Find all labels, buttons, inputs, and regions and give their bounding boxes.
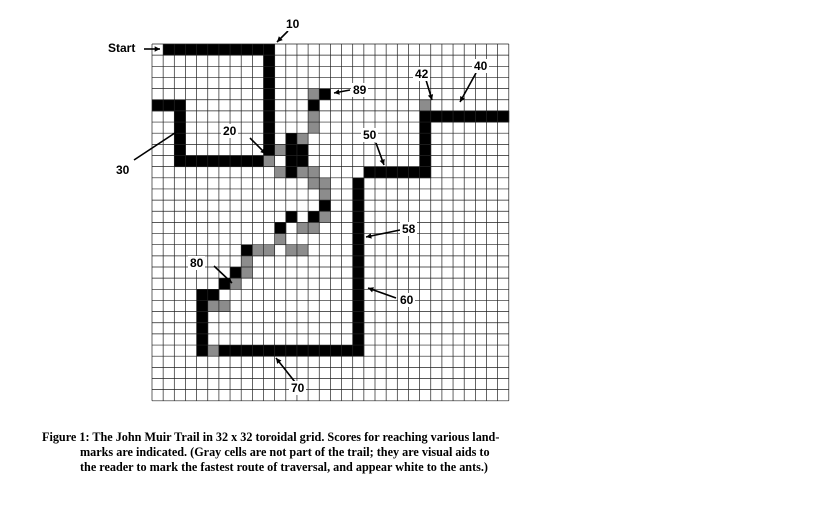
trail-cell bbox=[420, 111, 432, 123]
trail-cell bbox=[197, 156, 209, 168]
landmark-40-label: 40 bbox=[474, 59, 488, 73]
start-label: Start bbox=[108, 41, 136, 55]
gray-guide-cell bbox=[297, 133, 309, 145]
gray-guide-cell bbox=[252, 245, 264, 257]
caption-line-3: the reader to mark the fastest route of traversal, and appear white to the ants.) bbox=[80, 460, 488, 474]
gray-guide-cell bbox=[275, 234, 287, 246]
trail-cell bbox=[197, 312, 209, 324]
trail-cell bbox=[386, 167, 398, 179]
caption-line-1: Figure 1: The John Muir Trail in 32 x 32 toroidal grid. Scores for reaching various land- bbox=[42, 430, 500, 444]
gray-guide-cell bbox=[308, 222, 320, 234]
landmark-58-label: 58 bbox=[402, 222, 416, 236]
trail-cell bbox=[353, 245, 365, 257]
gray-guide-cell bbox=[208, 345, 220, 357]
trail-cell bbox=[264, 111, 276, 123]
trail-cell bbox=[364, 167, 376, 179]
trail-cell bbox=[375, 167, 387, 179]
trail-cell bbox=[286, 167, 298, 179]
trail-cell bbox=[353, 178, 365, 190]
trail-cell bbox=[219, 345, 231, 357]
trail-cell bbox=[197, 289, 209, 301]
trail-cell bbox=[264, 77, 276, 89]
trail-cell bbox=[319, 200, 331, 212]
trail-cell bbox=[241, 345, 253, 357]
trail-cell bbox=[197, 345, 209, 357]
trail-cell bbox=[264, 100, 276, 112]
gray-guide-cell bbox=[308, 178, 320, 190]
gray-guide-cell bbox=[319, 211, 331, 223]
trail-cell bbox=[475, 111, 487, 123]
trail-cell bbox=[252, 156, 264, 168]
landmark-60-label: 60 bbox=[400, 293, 414, 307]
trail-cell bbox=[420, 167, 432, 179]
gray-guide-cell bbox=[208, 300, 220, 312]
trail-cell bbox=[286, 345, 298, 357]
trail-cell bbox=[431, 111, 443, 123]
trail-cell bbox=[208, 44, 220, 56]
gray-guide-cell bbox=[219, 300, 231, 312]
trail-cell bbox=[353, 189, 365, 201]
trail-cell bbox=[197, 44, 209, 56]
trail-cell bbox=[219, 44, 231, 56]
gray-guide-cell bbox=[241, 267, 253, 279]
arrow-89-head bbox=[334, 89, 340, 94]
trail-cell bbox=[353, 256, 365, 268]
trail-cell bbox=[319, 345, 331, 357]
trail-cell bbox=[241, 44, 253, 56]
arrow-start-head bbox=[155, 46, 160, 51]
trail-cell bbox=[353, 323, 365, 335]
trail-cell bbox=[342, 345, 354, 357]
trail-cell bbox=[353, 300, 365, 312]
trail-cell bbox=[297, 144, 309, 156]
trail-cell bbox=[353, 200, 365, 212]
gray-guide-cell bbox=[297, 167, 309, 179]
figure-caption bbox=[42, 430, 582, 475]
trail-cell bbox=[319, 89, 331, 101]
trail-cell bbox=[174, 133, 186, 145]
trail-cell bbox=[264, 122, 276, 134]
trail-cell bbox=[286, 133, 298, 145]
gray-guide-cell bbox=[264, 156, 276, 168]
trail-cell bbox=[208, 156, 220, 168]
landmark-42-label: 42 bbox=[415, 67, 429, 81]
trail-cell bbox=[241, 245, 253, 257]
trail-cell bbox=[330, 345, 342, 357]
landmark-20-label: 20 bbox=[223, 124, 237, 138]
landmark-89-label: 89 bbox=[353, 83, 367, 97]
trail-cell bbox=[297, 345, 309, 357]
trail-cell bbox=[252, 44, 264, 56]
trail-cell bbox=[275, 222, 287, 234]
gray-guide-cell bbox=[264, 245, 276, 257]
gray-guide-cell bbox=[308, 122, 320, 134]
trail-cell bbox=[420, 133, 432, 145]
trail-cell bbox=[197, 300, 209, 312]
trail-cell bbox=[185, 44, 197, 56]
gray-guide-cell bbox=[319, 189, 331, 201]
landmark-50-label: 50 bbox=[363, 128, 377, 142]
trail-cell bbox=[163, 100, 175, 112]
trail-cell bbox=[353, 334, 365, 346]
trail-cell bbox=[286, 144, 298, 156]
trail-cell bbox=[208, 289, 220, 301]
gray-guide-cell bbox=[286, 245, 298, 257]
trail-cell bbox=[264, 345, 276, 357]
trail-cell bbox=[420, 156, 432, 168]
gray-guide-cell bbox=[275, 167, 287, 179]
gray-guide-cell bbox=[230, 278, 242, 290]
gray-guide-cell bbox=[297, 222, 309, 234]
trail-cell bbox=[353, 312, 365, 324]
gray-guide-cell bbox=[308, 111, 320, 123]
gray-guide-cell bbox=[308, 167, 320, 179]
trail-cell bbox=[353, 222, 365, 234]
gray-guide-cell bbox=[308, 89, 320, 101]
trail-cell bbox=[453, 111, 465, 123]
trail-cell bbox=[241, 156, 253, 168]
trail-cell bbox=[487, 111, 499, 123]
gray-guide-cell bbox=[275, 144, 287, 156]
trail-cell bbox=[464, 111, 476, 123]
gray-guide-cell bbox=[420, 100, 432, 112]
trail-cell bbox=[174, 156, 186, 168]
trail-cell bbox=[420, 122, 432, 134]
trail-cell bbox=[230, 44, 242, 56]
trail-cell bbox=[297, 156, 309, 168]
trail-cell bbox=[308, 345, 320, 357]
trail-cell bbox=[397, 167, 409, 179]
trail-cell bbox=[185, 156, 197, 168]
gray-guide-cell bbox=[297, 245, 309, 257]
trail-cell bbox=[353, 234, 365, 246]
trail-cell bbox=[264, 44, 276, 56]
trail-cell bbox=[174, 44, 186, 56]
trail-cell bbox=[420, 144, 432, 156]
trail-cell bbox=[264, 133, 276, 145]
trail-cell bbox=[197, 323, 209, 335]
trail-cell bbox=[286, 211, 298, 223]
trail-cell bbox=[308, 211, 320, 223]
gray-guide-cell bbox=[241, 256, 253, 268]
landmark-10-label: 10 bbox=[286, 17, 300, 31]
trail-cell bbox=[219, 156, 231, 168]
trail-cell bbox=[252, 345, 264, 357]
landmark-70-label: 70 bbox=[291, 381, 305, 395]
landmark-80-label: 80 bbox=[190, 256, 204, 270]
trail-cell bbox=[408, 167, 420, 179]
trail-cell bbox=[230, 156, 242, 168]
trail-cell bbox=[174, 111, 186, 123]
trail-cell bbox=[308, 100, 320, 112]
trail-cell bbox=[264, 89, 276, 101]
trail-cell bbox=[353, 278, 365, 290]
trail-cell bbox=[286, 156, 298, 168]
trail-cell bbox=[353, 345, 365, 357]
trail-cell bbox=[163, 44, 175, 56]
trail-cell bbox=[442, 111, 454, 123]
trail-cell bbox=[264, 66, 276, 78]
trail-cell bbox=[275, 345, 287, 357]
caption-line-2: marks are indicated. (Gray cells are not part of the trail; they are visual aids to bbox=[80, 445, 490, 459]
trail-cell bbox=[353, 267, 365, 279]
trail-cell bbox=[230, 345, 242, 357]
landmark-30-label: 30 bbox=[116, 163, 130, 177]
trail-cell bbox=[230, 267, 242, 279]
gray-guide-cell bbox=[319, 178, 331, 190]
trail-cell bbox=[174, 144, 186, 156]
trail-cell bbox=[498, 111, 510, 123]
trail-cell bbox=[152, 100, 164, 112]
trail-cell bbox=[174, 100, 186, 112]
arrow-58-head bbox=[366, 233, 372, 238]
trail-cell bbox=[353, 211, 365, 223]
trail-cell bbox=[197, 334, 209, 346]
trail-cell bbox=[353, 289, 365, 301]
trail-cell bbox=[264, 55, 276, 67]
